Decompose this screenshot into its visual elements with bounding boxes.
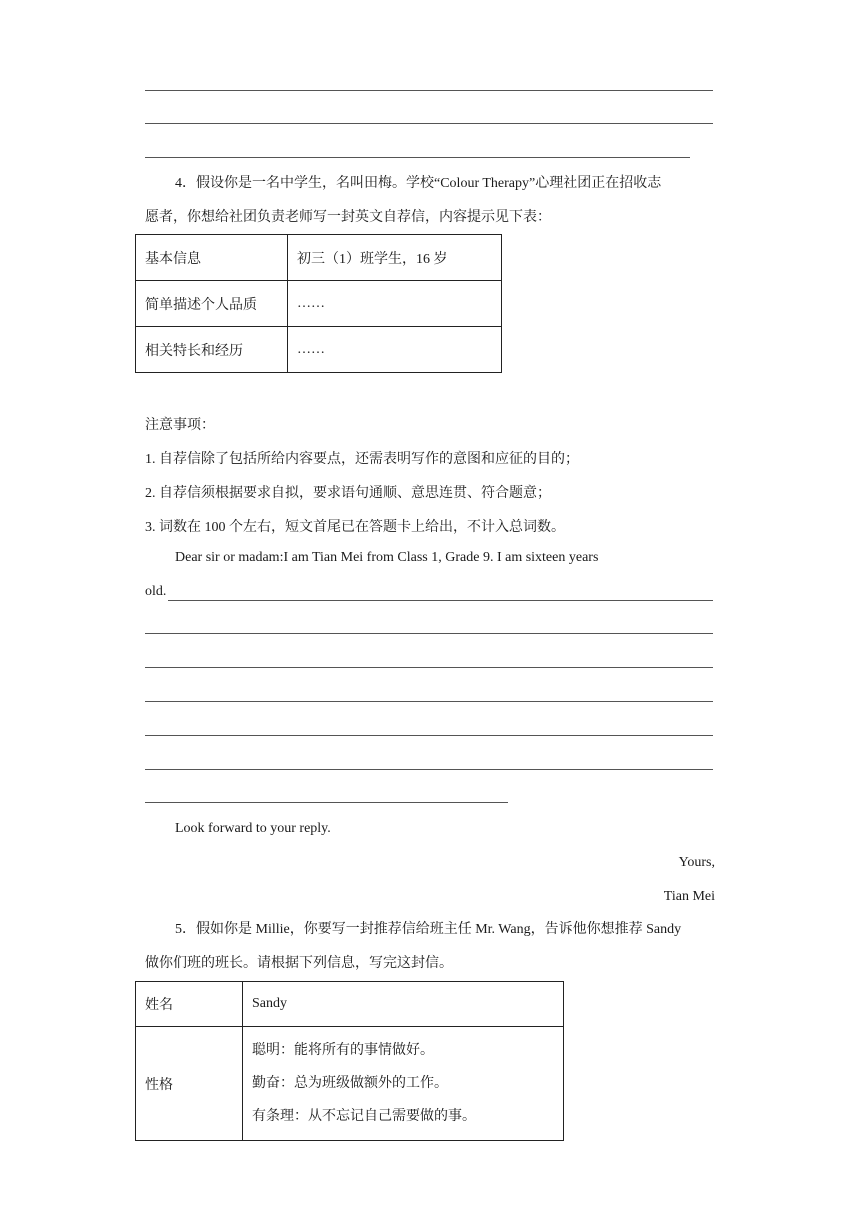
note-item: 1. 自荐信除了包括所给内容要点，还需表明写作的意图和应征的目的； bbox=[145, 452, 579, 467]
q4-table-label: 相关特长和经历 bbox=[136, 327, 288, 373]
note-item: 3. 词数在 100 个左右，短文首尾已在答题卡上给出，不计入总词数。 bbox=[145, 520, 565, 535]
q4-table-label: 简单描述个人品质 bbox=[136, 281, 288, 327]
q4-prompt bbox=[145, 167, 715, 235]
writing-line[interactable] bbox=[168, 600, 713, 601]
letter-closing: Look forward to your reply. bbox=[175, 821, 331, 836]
sign-off: Yours, bbox=[678, 855, 715, 870]
q5-table-label: 性格 bbox=[136, 1027, 243, 1141]
q5-prompt-line-1: 5．假如你是 Millie，你要写一封推荐信给班主任 Mr. Wang，告诉他你想推荐 Sandy bbox=[175, 922, 682, 937]
q5-personality-list bbox=[243, 1027, 564, 1141]
q4-table-value: …… bbox=[288, 281, 502, 327]
writing-line[interactable] bbox=[145, 667, 713, 668]
writing-line[interactable] bbox=[145, 735, 713, 736]
answer-line[interactable] bbox=[145, 90, 713, 91]
q5-prompt bbox=[145, 913, 715, 981]
letter-opening: Dear sir or madam:I am Tian Mei from Class 1, Grade 9. I am sixteen years bbox=[175, 550, 599, 565]
q5-info-table bbox=[135, 981, 564, 1141]
q5-prompt-line-2: 做你们班的班长。请根据下列信息，写完这封信。 bbox=[145, 956, 453, 971]
answer-line[interactable] bbox=[145, 123, 713, 124]
personality-item: 勤奋：总为班级做额外的工作。 bbox=[252, 1076, 448, 1091]
note-item: 2. 自荐信须根据要求自拟，要求语句通顺、意思连贯、符合题意； bbox=[145, 486, 551, 501]
signature: Tian Mei bbox=[663, 889, 715, 904]
writing-line[interactable] bbox=[145, 769, 713, 770]
q5-table-label: 姓名 bbox=[136, 982, 243, 1027]
q4-table-value: 初三（1）班学生，16 岁 bbox=[288, 235, 502, 281]
q5-table-value: Sandy bbox=[243, 982, 564, 1027]
q4-info-table bbox=[135, 234, 502, 373]
q4-table-label: 基本信息 bbox=[136, 235, 288, 281]
q4-table-value: …… bbox=[288, 327, 502, 373]
personality-item: 聪明：能将所有的事情做好。 bbox=[252, 1043, 434, 1058]
answer-line[interactable] bbox=[145, 157, 690, 158]
writing-line[interactable] bbox=[145, 633, 713, 634]
writing-line[interactable] bbox=[145, 802, 508, 803]
q4-prompt-line-1: 4．假设你是一名中学生，名叫田梅。学校“Colour Therapy”心理社团正在招收志 bbox=[175, 176, 662, 191]
letter-continue: old. bbox=[145, 584, 167, 599]
personality-item: 有条理：从不忘记自己需要做的事。 bbox=[252, 1109, 476, 1124]
writing-line[interactable] bbox=[145, 701, 713, 702]
notes-title: 注意事项： bbox=[145, 418, 215, 433]
q4-prompt-line-2: 愿者，你想给社团负责老师写一封英文自荐信，内容提示见下表： bbox=[145, 210, 551, 225]
